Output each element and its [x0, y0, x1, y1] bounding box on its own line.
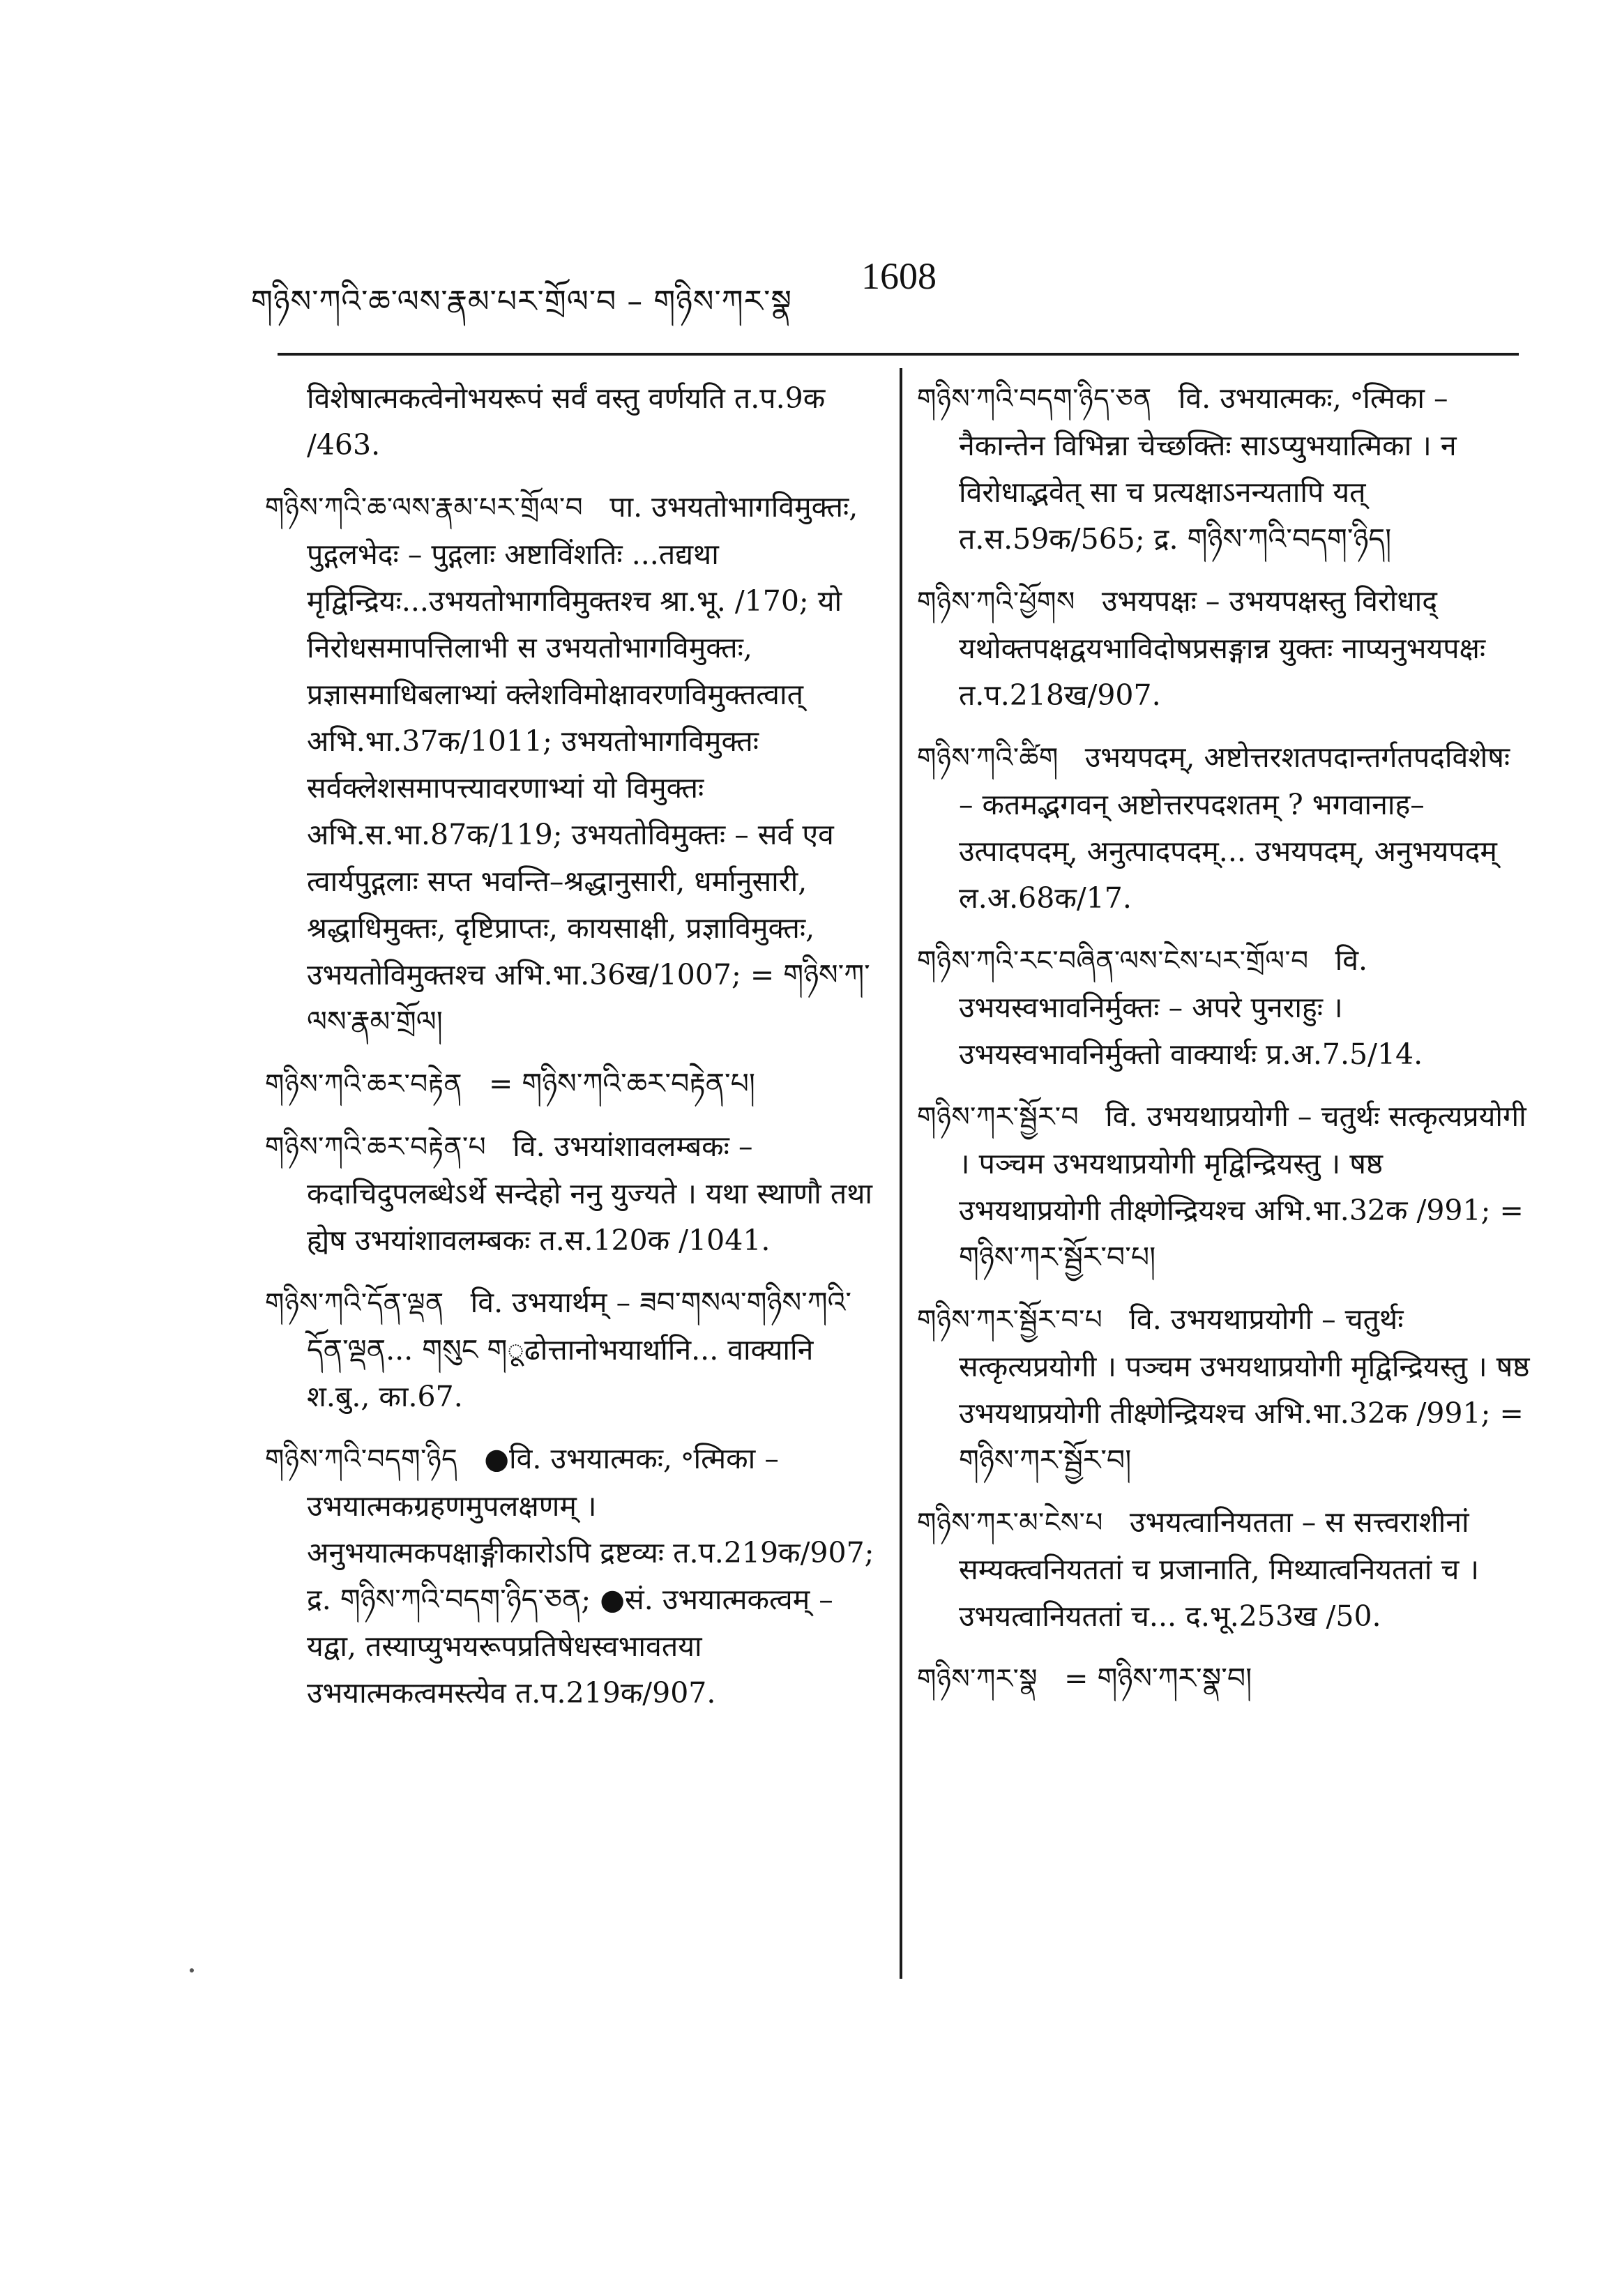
running-head: གཉིས་ཀའི་ཆ་ལས་རྣམ་པར་གྲོལ་བ – གཉིས་ཀར་སྣ — [251, 284, 793, 319]
page-header — [251, 254, 1506, 324]
dictionary-entry — [917, 734, 1531, 922]
dictionary-entry — [917, 1499, 1531, 1640]
entry-headword: གཉིས་ཀའི་བདག་ཉིད — [265, 1444, 458, 1475]
header-rule — [278, 353, 1519, 356]
entry-headword: གཉིས་ཀའི་བདག་ཉིད་ཅན — [917, 383, 1152, 415]
entry-headword: གཉིས་ཀའི་དོན་ལྡན — [265, 1288, 444, 1319]
entry-text: वि. उभयथाप्रयोगी – चतुर्थः सत्कृत्यप्रयोगी । पञ्चम उभयथाप्रयोगी मृद्विन्द्रियस्तु । षष्ठ उभयथाप्रयोगी तीक्ष्णेन्द्रियश्च अभि.भा.32क /991; = གཉིས་ཀར་སྦྱོར་བ། — [959, 1302, 1530, 1477]
entry-headword: གཉིས་ཀའི་ཆ་ལས་རྣམ་པར་གྲོལ་བ — [265, 492, 584, 524]
entry-text: = གཉིས་ཀར་སྣ་བ། — [1064, 1662, 1252, 1695]
entry-text: उभयत्वानियतता – स सत्त्वराशीनां सम्यक्त्वनियततां च प्रजानाति, मिथ्यात्वनियततां च । उभयत्वानियततां च... द.भू.253ख /50. — [959, 1505, 1480, 1633]
entry-headword: གཉིས་ཀའི་རང་བཞིན་ལས་ངེས་པར་གྲོལ་བ — [917, 945, 1309, 977]
right-column — [917, 375, 1531, 1718]
entry-headword: གཉིས་ཀར་སྣ — [917, 1664, 1038, 1695]
entry-headword: གཉིས་ཀའི་ཕྱོགས — [917, 586, 1075, 618]
dictionary-entry — [917, 937, 1531, 1078]
dictionary-entry — [265, 1123, 879, 1264]
dictionary-entry — [265, 1060, 879, 1108]
dictionary-entry — [265, 1279, 879, 1420]
dictionary-entry — [917, 1296, 1531, 1484]
entry-text: उभयपक्षः – उभयपक्षस्तु विरोधाद् यथोक्तपक्षद्वयभाविदोषप्रसङ्गान्न युक्तः नाप्यनुभयपक्षः त.प.218ख/907. — [959, 584, 1486, 712]
left-column — [265, 375, 879, 1732]
entry-text: वि. उभयात्मकः, ॰त्मिका – नैकान्तेन विभिन्ना चेच्छक्तिः साऽप्युभयात्मिका । न विरोधाद्भवेत् सा च प्रत्यक्षाऽनन्यतापि यत् त.स.59क/565; द्र. གཉིས་ཀའི་བདག་ཉིད། — [959, 381, 1457, 556]
dictionary-entry — [917, 1093, 1531, 1281]
column-divider — [900, 368, 902, 1979]
dictionary-entry — [265, 375, 879, 469]
entry-headword: གཉིས་ཀར་སྦྱོར་བ — [917, 1102, 1079, 1133]
entry-text: पा. उभयतोभागविमुक्तः, पुद्गलभेदः – पुद्गलाः अष्टाविंशतिः ...तद्यथा मृद्विन्द्रियः...उभयतोभागविमुक्तश्च श्रा.भू. /170; यो निरोधसमापत्तिलाभी स उभयतोभागविमुक्तः, प्रज्ञासमाधिबलाभ्यां क्लेशविमोक्षावरणविमुक्तत्वात् अभि.भा.37क/1011; उभयतोभागविमुक्तः सर्वक्लेशसमापत्त्यावरणाभ्यां यो विमुक्तः अभि.स.भा.87क/119; उभयतोविमुक्तः – सर्व एव त्वार्यपुद्गलाः सप्त भवन्ति–श्रद्धानुसारी, धर्मानुसारी, श्रद्धाधिमुक्तः, दृष्टिप्राप्तः, कायसाक्षी, प्रज्ञाविमुक्तः, उभयतोविमुक्तश्च अभि.भा.36ख/1007; = གཉིས་ཀ་ལས་རྣམ་གྲོལ། — [307, 490, 870, 1038]
entry-text: विशेषात्मकत्वेनोभयरूपं सर्वं वस्तु वर्णयति त.प.9क /463. — [307, 381, 826, 462]
dictionary-entry — [917, 375, 1531, 563]
entry-text: उभयपदम्, अष्टोत्तरशतपदान्तर्गतपदविशेषः – कतमद्भगवन् अष्टोत्तरपदशतम् ? भगवानाह–उत्पादपदम्, अनुत्पादपदम्... उभयपदम्, अनुभयपदम् ल.अ.68क/17. — [959, 740, 1510, 915]
dictionary-entry — [917, 1655, 1531, 1703]
entry-text: वि. उभयांशावलम्बकः – कदाचिदुपलब्धेऽर्थे सन्देहो ननु युज्यते । यथा स्थाणौ तथा ह्येष उभयांशावलम्बकः त.स.120क /1041. — [307, 1130, 873, 1257]
entry-headword: གཉིས་ཀའི་ཚིག — [917, 743, 1059, 774]
dictionary-entry — [265, 1436, 879, 1717]
entry-headword: གཉིས་ཀའི་ཆར་བརྟེན་པ — [265, 1132, 487, 1163]
entry-text: वि. उभयार्थम् – ཟབ་གསལ་གཉིས་ཀའི་དོན་ལྡན... གསུང གूढोत्तानोभयार्थानि... वाक्यानि श.बु., का.67. — [307, 1286, 852, 1413]
scan-speck — [190, 1968, 194, 1972]
entry-text: वि. उभयस्वभावनिर्मुक्तः – अपरे पुनराहुः । उभयस्वभावनिर्मुक्तो वाक्यार्थः प्र.अ.7.5/14. — [959, 943, 1423, 1071]
page-number: 1608 — [861, 255, 937, 297]
entry-text: ●वि. उभयात्मकः, ॰त्मिका – उभयात्मकग्रहणमुपलक्षणम् । अनुभयात्मकपक्षाङ्गीकारोऽपि द्रष्टव्यः त.प.219क/907; द्र. གཉིས་ཀའི་བདག་ཉིད་ཅན; ●सं. उभयात्मकत्वम् – यद्वा, तस्याप्युभयरूपप्रतिषेधस्वभावतया उभयात्मकत्वमस्त्येव त.प.219क/907. — [307, 1442, 874, 1710]
dictionary-entry — [917, 578, 1531, 719]
entry-text: वि. उभयथाप्रयोगी – चतुर्थः सत्कृत्यप्रयोगी । पञ्चम उभयथाप्रयोगी मृद्विन्द्रियस्तु । षष्ठ उभयथाप्रयोगी तीक्ष्णेन्द्रियश्च अभि.भा.32क /991; = གཉིས་ཀར་སྦྱོར་བ་པ། — [959, 1100, 1526, 1274]
entry-headword: གཉིས་ཀར་སྦྱོར་བ་པ — [917, 1305, 1103, 1336]
entry-text: = གཉིས་ཀའི་ཆར་བརྟེན་པ། — [488, 1067, 756, 1100]
entry-headword: གཉིས་ཀའི་ཆར་བརྟེན — [265, 1069, 462, 1100]
dictionary-entry — [265, 484, 879, 1045]
entry-headword: གཉིས་ཀར་མ་ངེས་པ — [917, 1507, 1103, 1539]
